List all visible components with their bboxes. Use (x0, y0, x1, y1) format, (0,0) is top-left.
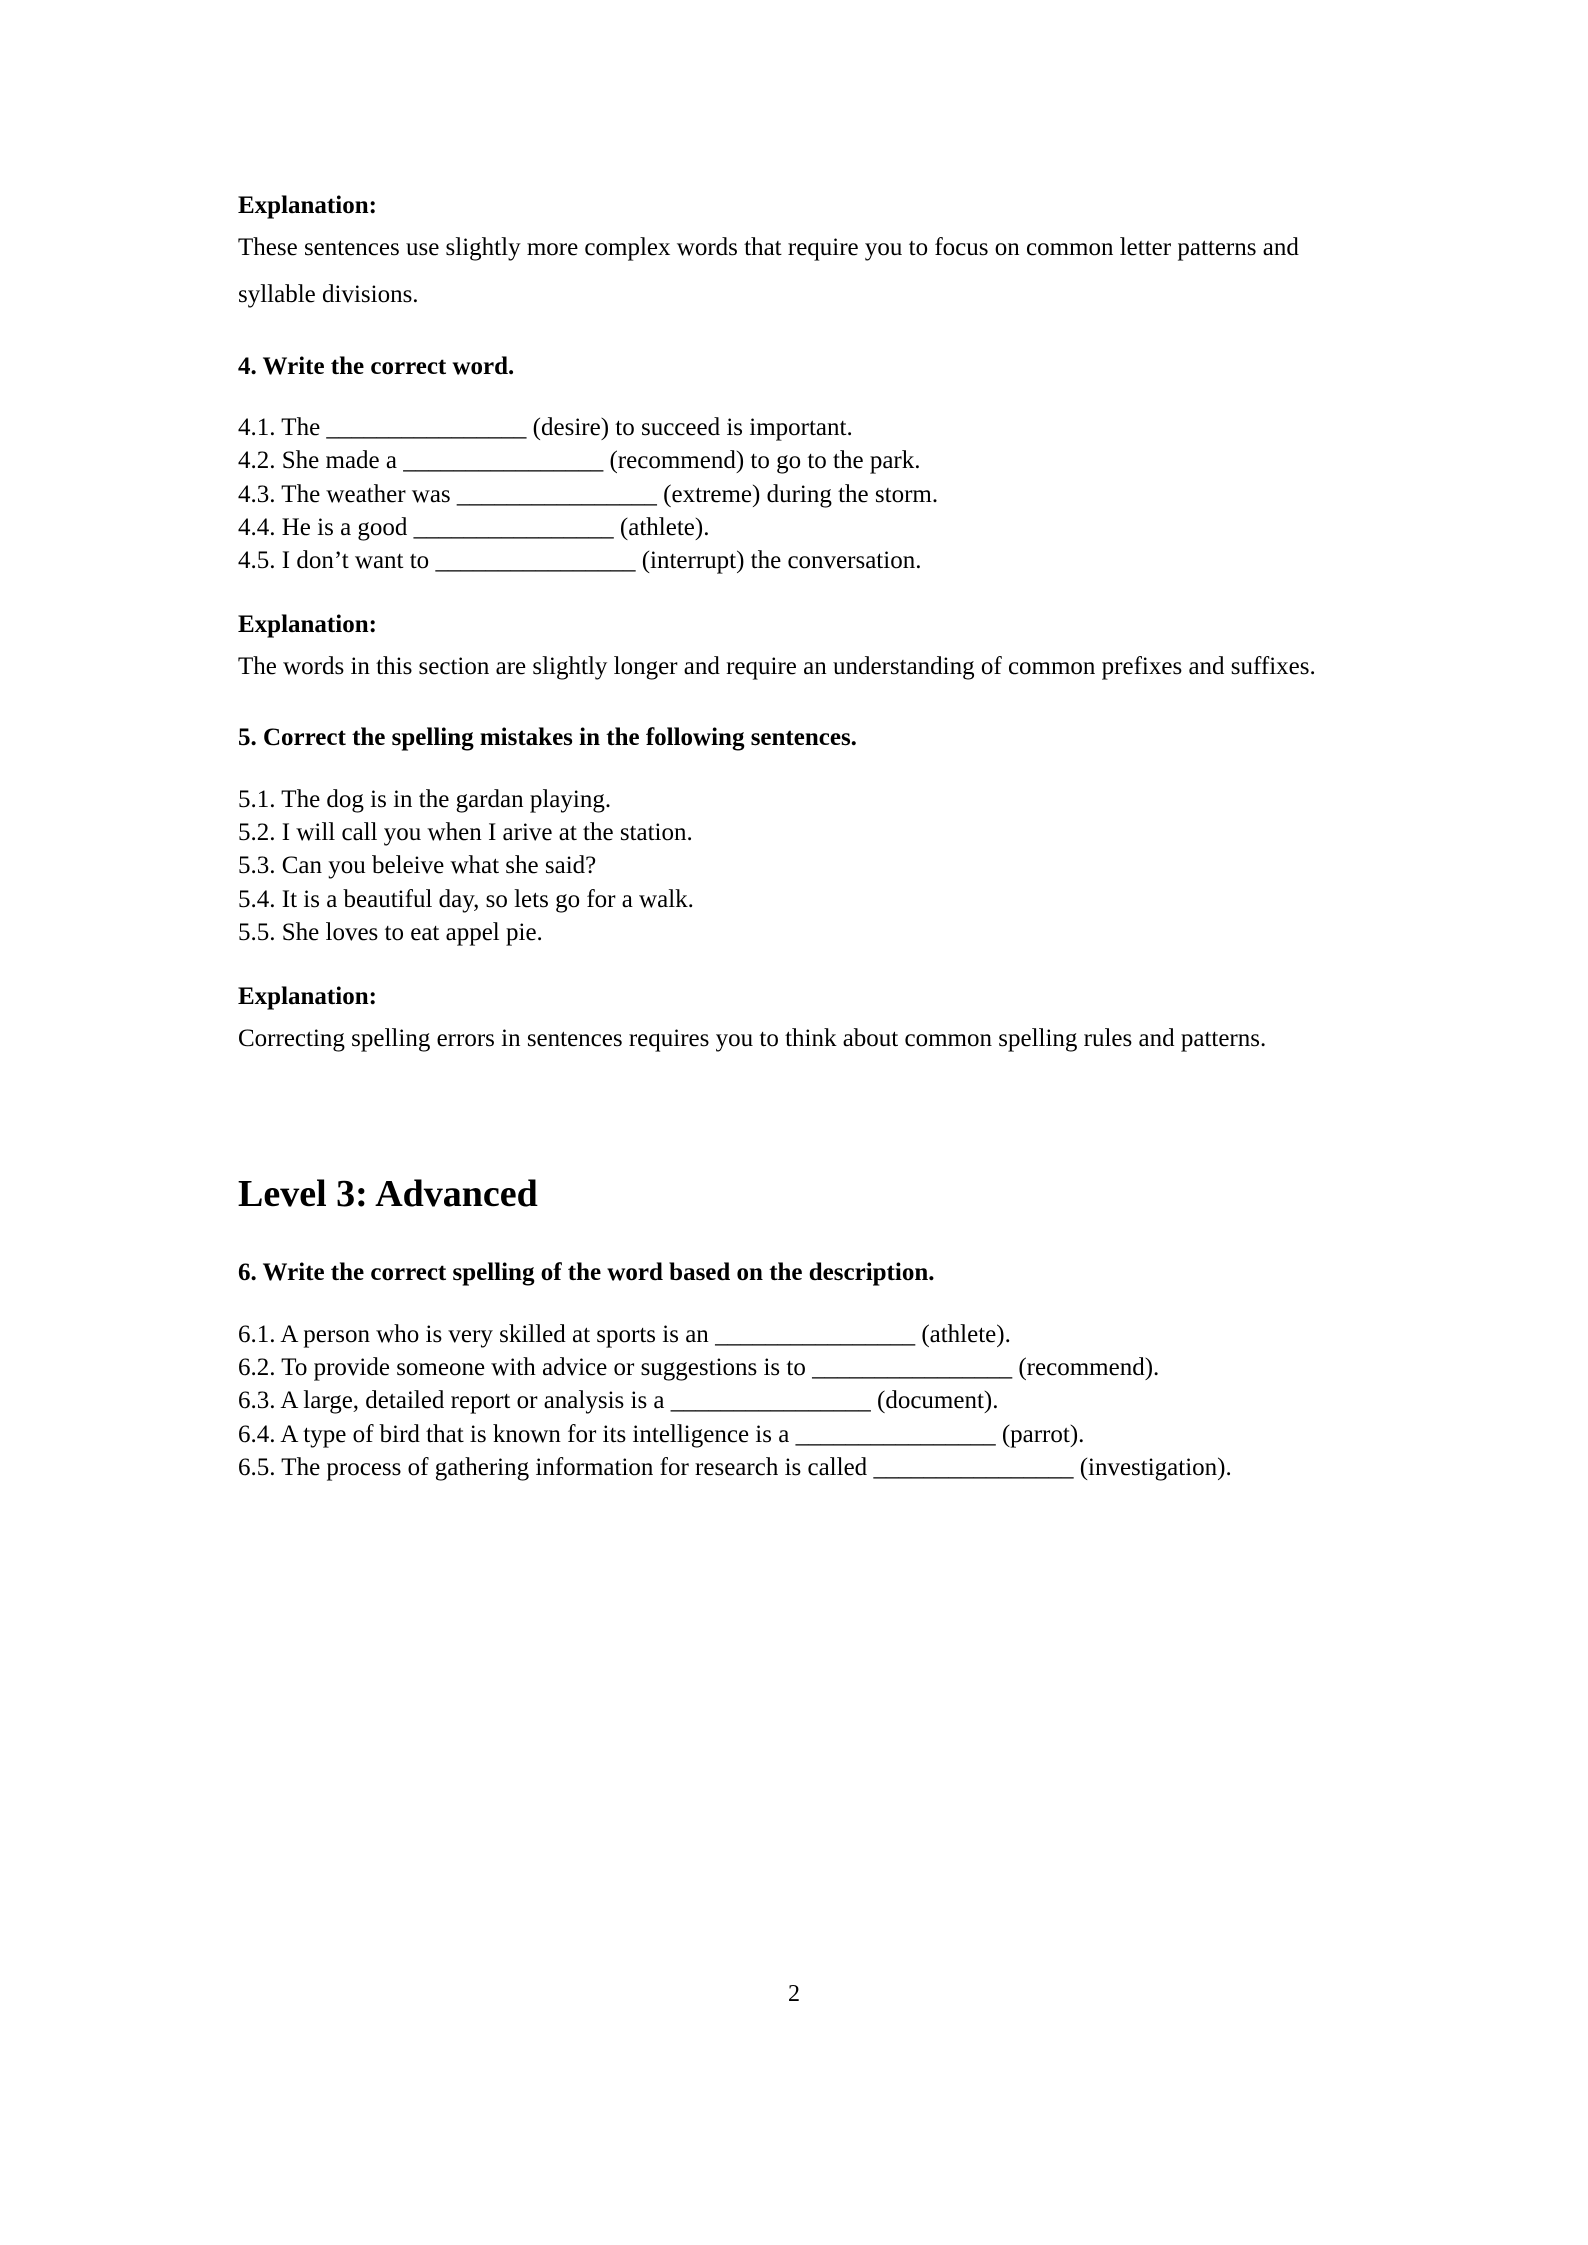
question-prefix: 4.1. The (238, 414, 327, 441)
list-item (238, 1451, 1348, 1484)
question-prefix: 4.3. The weather was (238, 480, 457, 508)
list-item: 5.4. It is a beautiful day, so lets go for a walk. (238, 885, 694, 913)
question-prefix: 6.5. The process of gathering information for research is called (238, 1453, 874, 1481)
answer-blank[interactable]: ________________ (795, 1420, 996, 1448)
spacer (238, 1291, 1348, 1318)
question-suffix: (desire) to succeed is important. (526, 414, 853, 441)
explanation-body-2: The words in this section are slightly longer and require an understanding of common prefixes and suffixes. (238, 652, 1316, 680)
question-list-5 (238, 783, 1348, 949)
spacer (238, 756, 1348, 783)
list-item: 5.2. I will call you when I arive at the station. (238, 819, 693, 846)
list-item (238, 1384, 1348, 1417)
list-item: 5.3. Can you beleive what she said? (238, 852, 597, 880)
question-prefix: 4.4. He is a good (238, 513, 414, 541)
spacer (238, 577, 1348, 607)
question-prefix: 6.3. A large, detailed report or analysis is a (238, 1387, 671, 1415)
question-suffix: (athlete). (613, 513, 710, 541)
explanation-body-3: Correcting spelling errors in sentences requires you to think about common spelling rules and patterns. (238, 1024, 1267, 1052)
spacer (238, 384, 1348, 411)
list-item (238, 1318, 1348, 1351)
list-item (238, 478, 1348, 511)
question-suffix: (parrot). (995, 1420, 1085, 1448)
answer-blank[interactable]: ________________ (456, 480, 657, 508)
list-item: 5.5. She loves to eat appel pie. (238, 918, 543, 946)
question-list-6 (238, 1318, 1348, 1484)
question-prefix: 6.1. A person who is very skilled at sports is an (238, 1320, 716, 1348)
question-prefix: 6.2. To provide someone with advice or suggestions is to (238, 1354, 813, 1382)
spacer (238, 690, 1348, 720)
explanation-body-1: These sentences use slightly more complex words that require you to focus on common letter patterns and syllable divisions. (238, 233, 1299, 308)
explanation-heading-3: Explanation: (238, 983, 377, 1010)
question-suffix: (interrupt) the conversation. (635, 547, 922, 574)
question-list-4 (238, 411, 1348, 577)
answer-blank[interactable]: ________________ (715, 1320, 916, 1348)
answer-blank[interactable]: ________________ (873, 1453, 1074, 1481)
answer-blank[interactable]: ________________ (812, 1354, 1013, 1382)
question-prefix: 4.5. I don’t want to (238, 547, 436, 574)
spacer (238, 1219, 1348, 1255)
answer-blank[interactable]: ________________ (670, 1387, 871, 1415)
section-heading-4: 4. Write the correct word. (238, 352, 515, 380)
list-item (238, 444, 1348, 477)
question-prefix: 6.4. A type of bird that is known for its intelligence is a (238, 1420, 796, 1448)
list-item: 5.1. The dog is in the gardan playing. (238, 785, 612, 813)
page-content (238, 188, 1348, 1484)
list-item (238, 1351, 1348, 1384)
page-number: 2 (788, 1981, 800, 2007)
list-item (238, 1418, 1348, 1451)
list-item (238, 411, 1348, 444)
question-suffix: (athlete). (915, 1320, 1011, 1348)
answer-blank[interactable]: ________________ (413, 513, 614, 541)
question-prefix: 4.2. She made a (238, 447, 404, 475)
explanation-heading-2: Explanation: (238, 611, 377, 639)
section-heading-6: 6. Write the correct spelling of the word based on the description. (238, 1259, 935, 1287)
list-item (238, 511, 1348, 544)
section-heading-5: 5. Correct the spelling mistakes in the following sentences. (238, 724, 857, 752)
question-suffix: (document). (870, 1387, 999, 1415)
answer-blank[interactable]: ________________ (326, 414, 527, 441)
answer-blank[interactable]: ________________ (435, 547, 636, 574)
explanation-heading-1: Explanation: (238, 192, 377, 219)
list-item (238, 544, 1348, 577)
question-suffix: (recommend) to go to the park. (603, 447, 921, 475)
spacer (238, 319, 1348, 349)
answer-blank[interactable]: ________________ (403, 447, 604, 475)
question-suffix: (extreme) during the storm. (656, 480, 939, 508)
spacer (238, 1062, 1348, 1170)
question-suffix: (investigation). (1073, 1453, 1232, 1481)
question-suffix: (recommend). (1012, 1354, 1160, 1382)
spacer (238, 949, 1348, 979)
level-3-heading: Level 3: Advanced (238, 1173, 538, 1215)
